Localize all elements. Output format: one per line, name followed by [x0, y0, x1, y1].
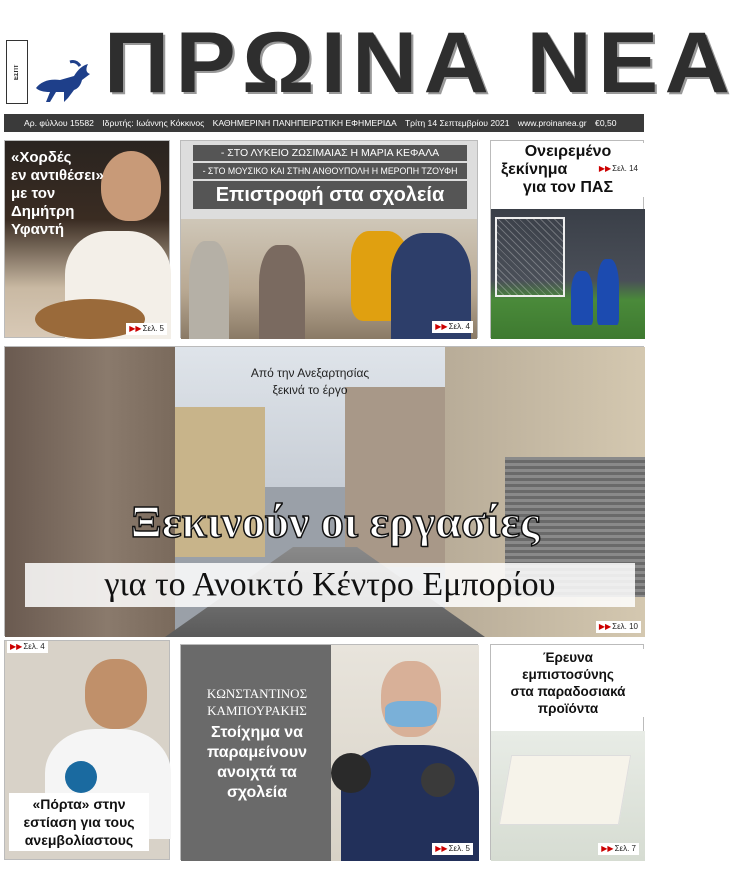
arrow-icon: ▶▶: [129, 324, 142, 333]
player-1: [571, 271, 593, 325]
arrow-icon: ▶▶: [598, 622, 612, 631]
schools-headline: Επιστροφή στα σχολεία: [193, 181, 467, 209]
story-main[interactable]: [4, 346, 644, 636]
player-2: [597, 259, 619, 325]
story-kampourakis[interactable]: [180, 644, 478, 860]
founder: Ιδρυτής: Ιωάννης Κόκκινος: [102, 118, 205, 128]
musician-figure: [101, 151, 161, 221]
price: €0,50: [595, 118, 617, 128]
arrow-icon: ▶▶: [435, 844, 448, 853]
page-ref[interactable]: ▶▶Σελ. 5: [432, 843, 473, 855]
goal-net: [495, 217, 565, 297]
goat-logo-icon: [30, 58, 98, 108]
page-ref[interactable]: ▶▶Σελ. 14: [596, 163, 641, 175]
football-headline: Ονειρεμένο ξεκίνημα για τον ΠΑΣ: [491, 143, 645, 197]
arrow-icon: ▶▶: [598, 164, 612, 173]
survey-headline: Έρευνα εμπιστοσύνης στα παραδοσιακά προϊόντα: [491, 649, 645, 717]
microphone-1: [331, 753, 371, 793]
main-headline-1: Ξεκινούν οι εργασίες: [130, 496, 540, 547]
schools-kicker-2: - ΣΤΟ ΜΟΥΣΙΚΟ ΚΑΙ ΣΤΗΝ ΑΝΘΟΥΠΟΛΗ Η ΜΕΡΟΠΗ ΤΖΟΥΦΗ: [193, 163, 467, 179]
music-headline: «Χορδές εν αντιθέσει» με τον Δημήτρη Υφαντή: [11, 149, 104, 238]
porta-headline: «Πόρτα» στην εστίαση για τους ανεμβολίαστους: [9, 793, 149, 851]
minister-mask: [385, 701, 437, 727]
story-survey[interactable]: [490, 644, 644, 860]
arrow-icon: ▶▶: [435, 322, 448, 331]
main-kicker: Από την Ανεξαρτησίας ξεκινά το έργο: [250, 366, 370, 397]
page-ref[interactable]: ▶▶Σελ. 4: [432, 321, 473, 333]
person-1: [189, 241, 229, 339]
badge-label: ΕΣΠΤ: [14, 64, 20, 80]
kampourakis-headline: Στοίχημα να παραμείνουν ανοιχτά τα σχολεία: [206, 724, 308, 801]
tagline: ΚΑΘΗΜΕΡΙΝΗ ΠΑΝΗΠΕΙΡΩΤΙΚΗ ΕΦΗΜΕΡΙΔΑ: [212, 118, 397, 128]
story-football[interactable]: [490, 140, 644, 338]
masthead: [0, 0, 736, 114]
microphone: [65, 761, 97, 793]
feta-block: [499, 755, 631, 825]
main-headline-2: για το Ανοικτό Κέντρο Εμπορίου: [25, 563, 635, 607]
story-porta[interactable]: [4, 640, 170, 860]
masthead-ribbon: [4, 114, 644, 132]
schools-kicker-1: - ΣΤΟ ΛΥΚΕΙΟ ΖΩΣΙΜΑΙΑΣ Η ΜΑΡΙΑ ΚΕΦΑΛΑ: [193, 145, 467, 161]
porta-page-ref-top[interactable]: ▶▶Σελ. 4: [7, 641, 48, 653]
arrow-icon: ▶▶: [601, 844, 614, 853]
arrow-icon: ▶▶: [10, 642, 23, 651]
page-ref[interactable]: ▶▶Σελ. 10: [596, 621, 641, 633]
story-schools[interactable]: [180, 140, 478, 338]
page-ref[interactable]: ▶▶Σελ. 5: [126, 323, 167, 335]
page-ref[interactable]: ▶▶Σελ. 7: [598, 843, 639, 855]
story-music[interactable]: [4, 140, 170, 338]
issue-date: Τρίτη 14 Σεπτεμβρίου 2021: [404, 118, 510, 128]
issue-number: Αρ. φύλλου 15582: [24, 118, 94, 128]
website-link[interactable]: www.proinanea.gr: [517, 118, 587, 128]
publisher-badge: [6, 40, 28, 104]
newspaper-title: ΠΡΩΙΝΑ ΝΕΑ: [104, 15, 736, 111]
kampourakis-name: ΚΩΝΣΤΑΝΤΙΝΟΣ ΚΑΜΠΟΥΡΑΚΗΣ: [206, 686, 308, 718]
microphone-2: [421, 763, 455, 797]
man-head: [85, 659, 147, 729]
person-2: [259, 245, 305, 339]
